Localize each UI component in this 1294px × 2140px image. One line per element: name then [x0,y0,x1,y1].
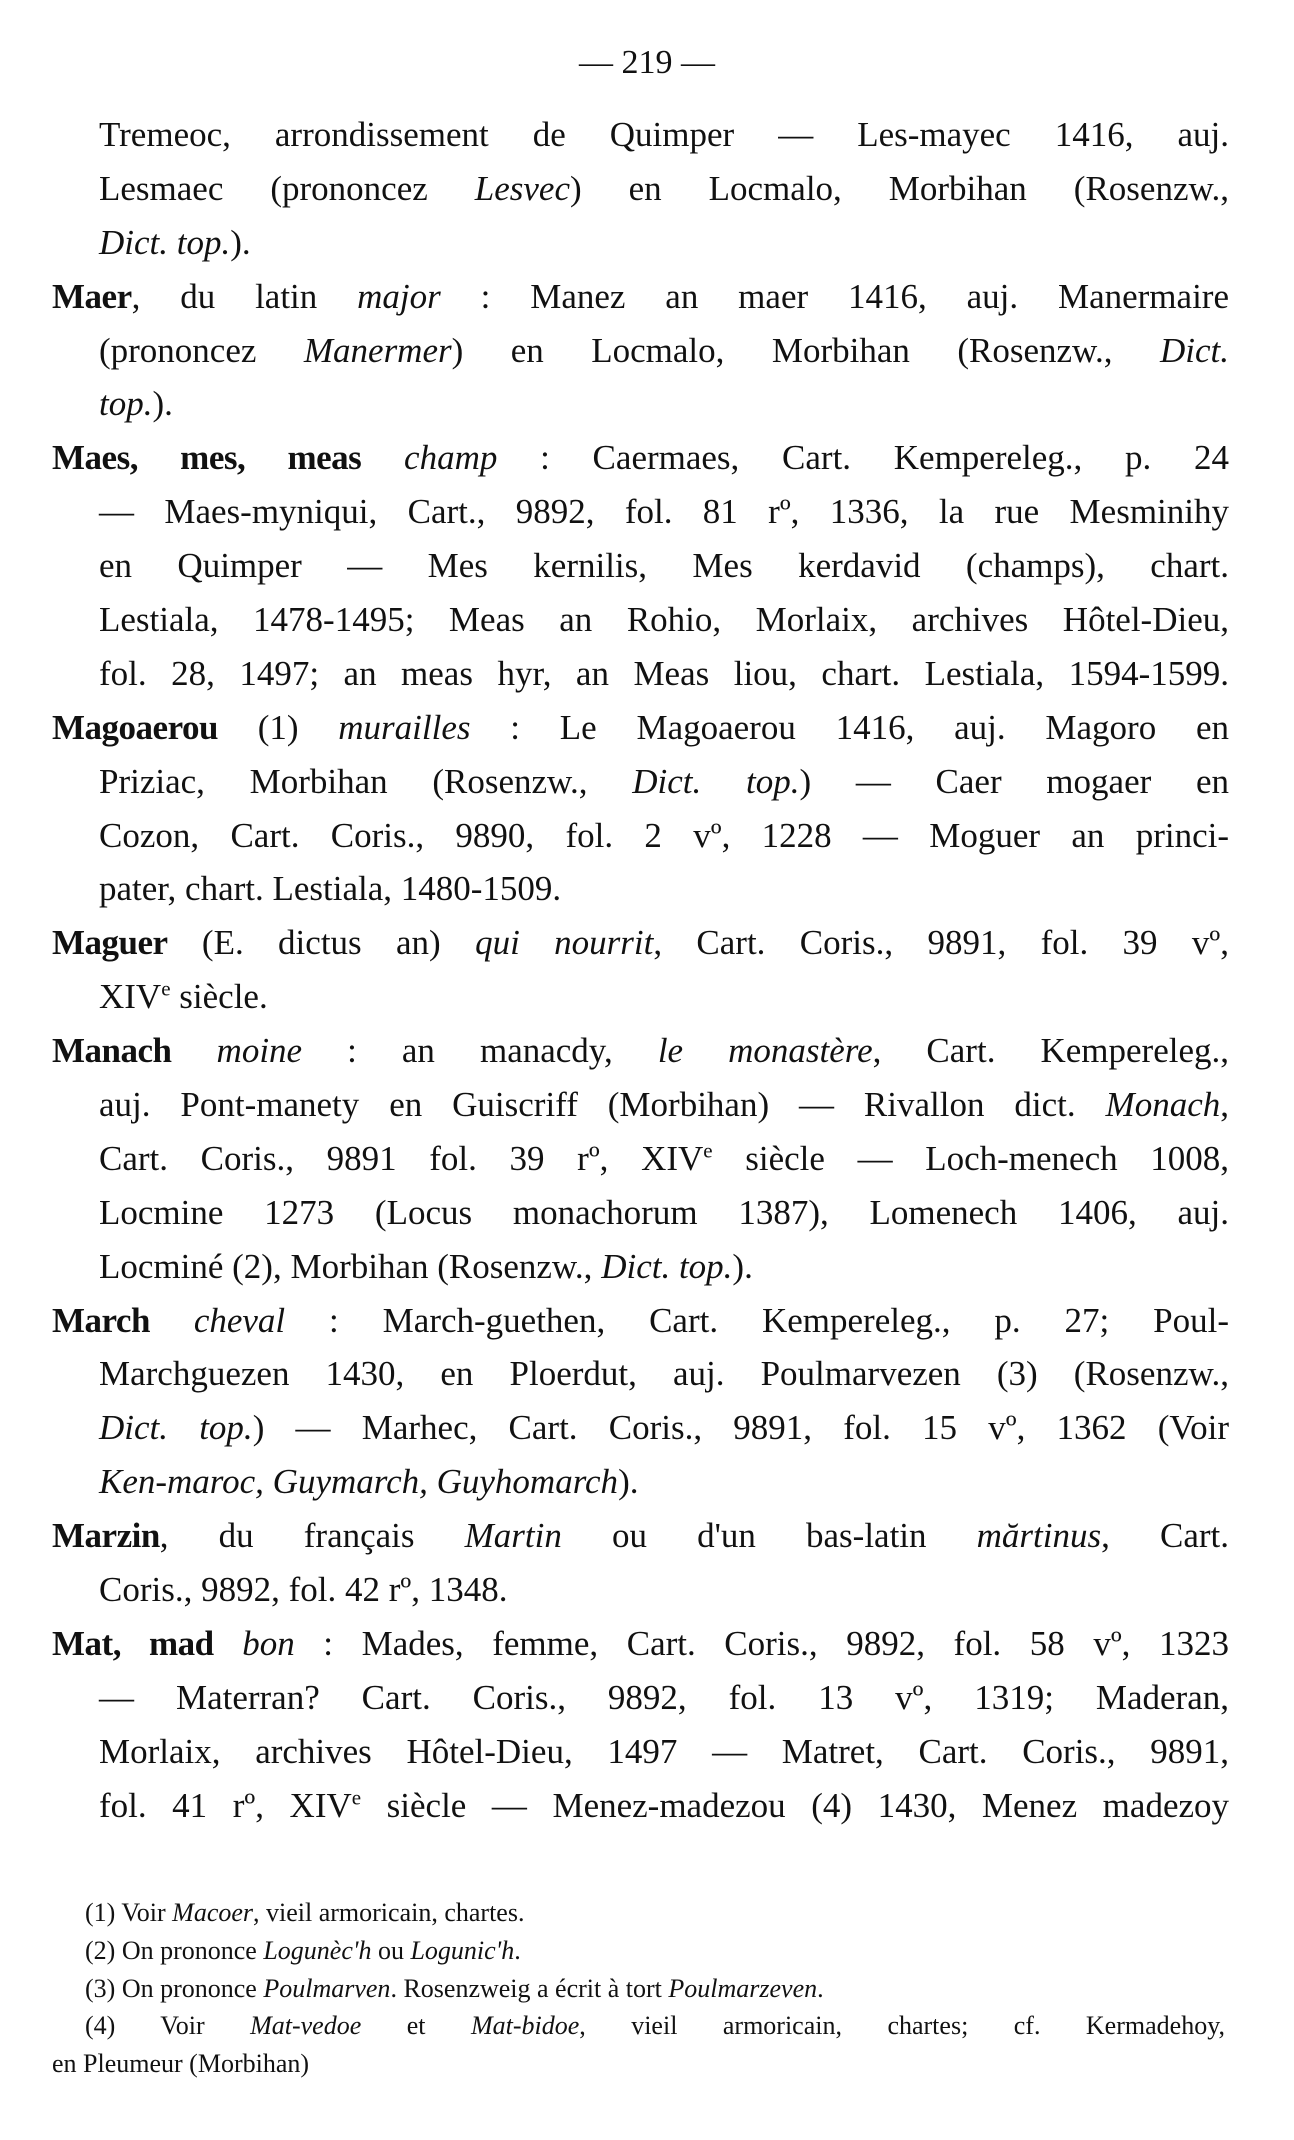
text-line [52,1563,1229,1617]
italic-text: Dict. top. [99,222,231,262]
text: : Mades, femme, Cart. Coris., 9892, fol. 58 vº, 1323 [294,1623,1230,1663]
text: Lestiala, 1478-1495; Meas an Rohio, Morlaix, archives Hôtel-Dieu, [99,600,1229,640]
headword: Marzin [52,1516,160,1556]
text: siècle — Loch-menech 1008, [712,1138,1230,1178]
text-line [52,1455,1229,1509]
italic-text: qui nourrit [475,923,654,963]
text: (3) On prononce [85,1973,264,2003]
text [150,1301,194,1340]
italic-text: Martin [464,1516,562,1556]
text: , Cart. Kempereleg., [872,1031,1229,1071]
text: Cart. Coris., 9891 fol. 39 rº, XIV [99,1138,704,1178]
italic-text: moine [216,1031,303,1071]
text: (2) On prononce [85,1935,264,1965]
italic-text: mărtinus [976,1516,1102,1556]
footnote-line [52,1932,1225,1970]
italic-text: Ken-maroc, Guymarch, Guyhomarch [99,1462,619,1502]
text: Locminé (2), Morbihan (Rosenzw., [99,1246,602,1286]
text: Coris., 9892, fol. 42 rº, 1348. [99,1570,508,1610]
italic-text: top. [99,384,153,424]
text [214,1624,243,1663]
text: : Manez an maer 1416, auj. Manermaire [440,276,1229,316]
headword: Maes, mes, meas [52,438,362,478]
text: Priziac, Morbihan (Rosenzw., [99,761,633,801]
text: . Rosenzweig a écrit à tort [390,1973,669,2003]
text: ou [371,1935,411,1965]
text: : March-guethen, Cart. Kempereleg., p. 27; Poul- [285,1300,1229,1340]
italic-text: Lesvec [474,168,570,208]
text: Lesmaec (prononcez [99,168,475,208]
italic-text: bon [242,1623,295,1663]
text-line [52,485,1229,539]
headword: Maguer [52,923,168,963]
entry-head-line [52,1509,1229,1563]
superscript: e [703,1138,713,1163]
footnote-line [52,2007,1225,2045]
text-line [52,216,1229,270]
text: pater, chart. Lestiala, 1480-1509. [99,869,562,909]
footnote-line [52,1894,1225,1932]
text-line [52,647,1229,701]
text-line [52,1401,1229,1455]
superscript: e [351,1785,362,1810]
text-line [52,324,1229,378]
text: (1) [217,707,339,747]
text: , Cart. Coris., 9891, fol. 39 vº, [653,923,1230,963]
footnote-line [52,2045,1225,2083]
text: en Quimper — Mes kernilis, Mes kerdavid (champs), chart. [99,546,1229,586]
text: ) en Locmalo, Morbihan (Rosenzw., [451,330,1160,370]
text-line [52,1132,1229,1186]
dictionary-entries [52,108,1229,1833]
text-line [52,162,1229,216]
entry-head-line [52,1024,1229,1078]
italic-text: Poulmarven [263,1973,391,2003]
footnote-line [52,1970,1225,2008]
text: : Caermaes, Cart. Kempereleg., p. 24 [497,438,1230,478]
entry-head-line [52,270,1229,324]
text-line [52,1725,1229,1779]
text: ). [732,1246,753,1286]
headword: Magoaerou [52,707,218,747]
text: ). [230,222,251,262]
text: auj. Pont-manety en Guiscriff (Morbihan) — Rivallon dict. [99,1085,1106,1125]
text-line [52,970,1229,1024]
text: ) en Locmalo, Morbihan (Rosenzw., [569,168,1229,208]
page-number: — 219 — [579,44,715,81]
text: , [1220,1085,1229,1125]
text-line [52,593,1229,647]
italic-text: Dict. top. [601,1246,733,1286]
italic-text: murailles [338,707,471,747]
text [361,438,404,477]
text: ). [618,1462,639,1502]
headword: Mat, mad [52,1623,214,1663]
text-line [52,809,1229,863]
text-line [52,862,1229,916]
italic-text: champ [404,438,498,478]
entry-head-line [52,1294,1229,1348]
text: fol. 41 rº, XIV [99,1785,352,1825]
entry-head-line [52,1617,1229,1671]
text-line [52,1240,1229,1294]
text: (1) Voir [85,1898,173,1927]
text: Cozon, Cart. Coris., 9890, fol. 2 vº, 1228 — Moguer an princi- [99,815,1229,855]
entry-head-line [52,916,1229,970]
text: (4) Voir [85,2011,251,2041]
text: fol. 28, 1497; an meas hyr, an Meas liou, chart. Lestiala, 1594-1599. [99,653,1229,693]
italic-text: le monastère [657,1031,873,1071]
superscript: e [161,976,171,1001]
text: en Pleumeur (Morbihan) [52,2049,310,2079]
text: ). [152,384,173,424]
footnotes [52,1894,1225,2083]
italic-text: Mat-vedoe [250,2011,362,2041]
headword: March [52,1300,150,1340]
text: Tremeoc, arrondissement de Quimper — Les-mayec 1416, auj. [99,115,1229,154]
italic-text: Logunic'h [410,1935,515,1965]
text-line [52,1186,1229,1240]
text: siècle. [170,977,268,1017]
text-line [52,1078,1229,1132]
italic-text: major [357,276,441,316]
text: ) — Caer mogaer en [799,761,1229,801]
text-line [52,108,1229,162]
headword: Manach [52,1031,172,1071]
text-line [52,1347,1229,1401]
text: (E. dictus an) [167,923,476,963]
text: , vieil armoricain, chartes; cf. Kermadehoy, [579,2011,1226,2041]
text: , du français [159,1516,465,1556]
text: , du latin [131,276,358,316]
text: Locmine 1273 (Locus monachorum 1387), Lomenech 1406, auj. [99,1192,1229,1232]
text: et [361,2011,471,2041]
italic-text: Macoer [172,1898,254,1927]
text: — Materran? Cart. Coris., 9892, fol. 13 vº, 1319; Maderan, [99,1677,1229,1717]
text: Morlaix, archives Hôtel-Dieu, 1497 — Matret, Cart. Coris., 9891, [99,1731,1229,1771]
text: : Le Magoaerou 1416, auj. Magoro en [470,707,1229,747]
italic-text: Mat-bidoe [470,2011,580,2041]
italic-text: Logunèc'h [263,1935,372,1965]
text: : an manacdy, [302,1031,658,1071]
text: (prononcez [99,330,304,370]
text: ) — Marhec, Cart. Coris., 9891, fol. 15 vº, 1362 (Voir [252,1408,1230,1448]
italic-text: cheval [193,1300,286,1340]
text: . [817,1973,824,2003]
text: siècle — Menez-madezou (4) 1430, Menez madezoy [361,1785,1230,1825]
text [172,1031,217,1070]
text: XIV [99,977,162,1017]
entry-head-line [52,701,1229,755]
text: , vieil armoricain, chartes. [253,1898,525,1927]
italic-text: Monach [1105,1085,1221,1125]
text: ou d'un bas-latin [561,1516,977,1556]
text-line [52,1671,1229,1725]
headword: Maer [52,276,132,316]
italic-text: Dict. top. [99,1408,253,1448]
text-line [52,377,1229,431]
italic-text: Dict. top. [632,761,800,801]
text: . [514,1935,521,1965]
text-line [52,539,1229,593]
italic-text: Dict. [1159,330,1229,370]
italic-text: Poulmarzeven [668,1973,818,2003]
text-line [52,755,1229,809]
text: , Cart. [1101,1516,1229,1556]
text-line [52,1779,1229,1833]
text: — Maes-myniqui, Cart., 9892, fol. 81 rº, 1336, la rue Mesminihy [99,492,1229,532]
text: Marchguezen 1430, en Ploerdut, auj. Poulmarvezen (3) (Rosenzw., [99,1354,1229,1394]
entry-head-line [52,431,1229,485]
italic-text: Manermer [303,330,452,370]
